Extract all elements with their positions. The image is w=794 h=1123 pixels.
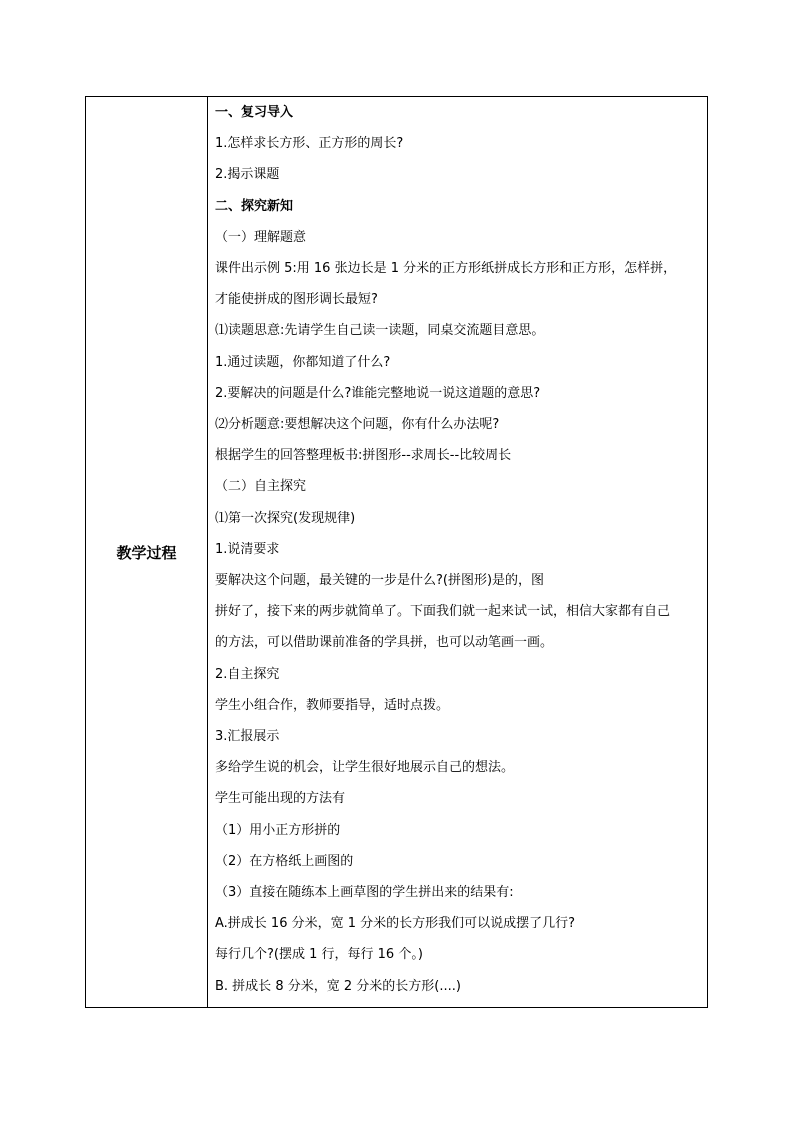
content-line: 课件出示例 5:用 16 张边长是 1 分米的正方形纸拼成长方形和正方形，怎样拼， (215, 261, 677, 276)
content-line: B. 拼成长 8 分米，宽 2 分米的长方形(....) (215, 978, 461, 994)
content-line: （1）用小正方形拼的 (215, 822, 341, 838)
content-line: 一、复习导入 (215, 105, 294, 120)
content-line: （二）自主探究 (215, 479, 307, 495)
content-line: 拼好了，接下来的两步就简单了。下面我们就一起来试一试，相信大家都有自己 (215, 604, 671, 620)
column-divider (207, 97, 208, 1007)
content-line: 1.通过读题，你都知道了什么? (215, 354, 391, 370)
lesson-plan-table (85, 96, 708, 1008)
content-line: 二、探究新知 (215, 198, 294, 214)
content-line: 学生小组合作，教师要指导，适时点拨。 (215, 697, 450, 713)
content-line: 2.揭示课题 (215, 167, 280, 183)
content-line: ⑴读题思意:先请学生自己读一读题，同桌交流题目意思。 (215, 323, 545, 339)
content-line: A.拼成长 16 分米，宽 1 分米的长方形我们可以说成摆了几行? (215, 916, 576, 932)
content-line: 1.怎样求长方形、正方形的周长? (215, 136, 404, 152)
content-line: 学生可能出现的方法有 (215, 791, 346, 807)
content-line: 根据学生的回答整理板书:拼图形--求周长--比较周长 (215, 448, 512, 464)
content-line: 1.说清要求 (215, 541, 280, 557)
content-line: 2.自主探究 (215, 666, 280, 682)
content-line: ⑵分析题意:要想解决这个问题，你有什么办法呢? (215, 417, 500, 432)
content-line: （2）在方格纸上画图的 (215, 853, 354, 869)
content-line: （3）直接在随练本上画草图的学生拼出来的结果有: (215, 885, 514, 900)
content-line: 的方法，可以借助课前准备的学具拼，也可以动笔画一画。 (215, 635, 554, 651)
content-line: 才能使拼成的图形调长最短? (215, 292, 378, 308)
content-line: ⑴第一次探究(发现规律) (215, 510, 356, 526)
content-line: 多给学生说的机会，让学生很好地展示自己的想法。 (215, 760, 515, 776)
section-label: 教学过程 (116, 543, 177, 562)
content-line: 要解决这个问题，最关键的一步是什么?(拼图形)是的，图 (215, 573, 545, 588)
content-line: 每行几个?(摆成 1 行，每行 16 个。) (215, 947, 423, 963)
content-line: 3.汇报展示 (215, 729, 280, 744)
content-line: 2.要解决的问题是什么?谁能完整地说一说这道题的意思? (215, 385, 541, 401)
content-line: （一）理解题意 (215, 229, 307, 245)
